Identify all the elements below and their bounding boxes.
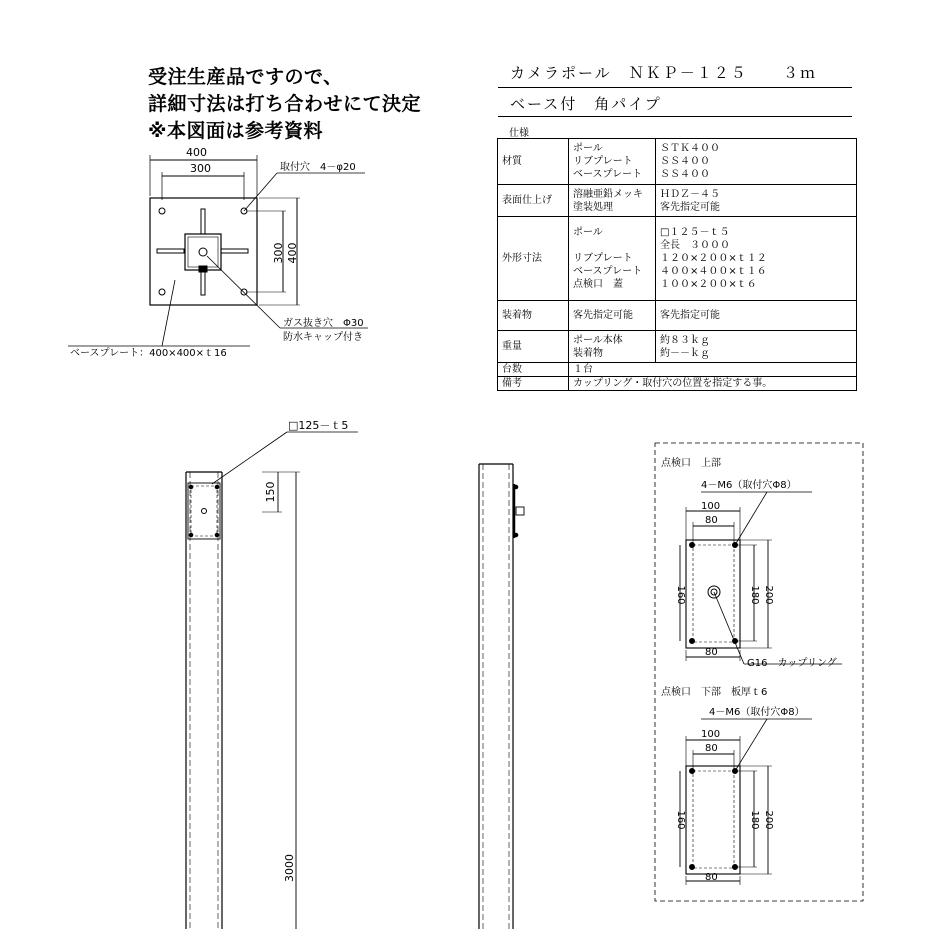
bottom-dim-80-bottom: 80 [705, 872, 718, 883]
plan-dim-400: 400 [186, 146, 207, 159]
cap-label: 防水キャップ付き [283, 332, 363, 343]
drawing-subtitle: ベース付 角パイプ [510, 95, 662, 113]
bottom-dim-160: 160 [675, 810, 686, 830]
bottom-dim-100: 100 [701, 729, 721, 740]
elev-dim-150: 150 [264, 481, 277, 503]
elev-dim-3000: 3000 [283, 854, 296, 882]
spec-values: 客先指定可能 [656, 301, 857, 331]
bottom-inspection-title: 点検口 下部 板厚ｔ6 [661, 687, 768, 698]
spec-values: 約８３ｋｇ 約－－ｋｇ [656, 331, 857, 363]
spec-label: 重量 [498, 331, 569, 363]
top-dim-80: 80 [705, 515, 718, 526]
spec-items: 溶融亜鉛メッキ 塗装処理 [569, 185, 656, 217]
spec-items: ポール リブプレート ベースプレート [569, 139, 656, 185]
bottom-holes-label: 4－M6（取付穴Φ8） [709, 707, 805, 718]
plan-dim-v300: 300 [272, 242, 285, 264]
inspection-bottom-detail [680, 719, 812, 885]
bottom-dim-80: 80 [705, 743, 718, 754]
spec-label: 材質 [498, 139, 569, 185]
gas-vent-label: ガス抜き穴 Φ30 [283, 318, 364, 329]
spec-label: 備考 [498, 377, 569, 391]
spec-label: 外形寸法 [498, 217, 569, 301]
spec-items: ポール本体 装着物 [569, 331, 656, 363]
spec-value: カップリング・取付穴の位置を指定する事。 [569, 377, 857, 391]
drawing-title: カメラポール ＮＫＰ－１２５ [510, 64, 748, 82]
note-line-1: 受注生産品ですので、 [148, 66, 343, 88]
spec-values: □１２５－ｔ５ 全長 ３０００ １２０×２００×ｔ１２ ４００×４００×ｔ１６ １００×２００×ｔ６ [656, 217, 857, 301]
drawing-length: ３ｍ [783, 64, 818, 82]
bottom-dim-180: 180 [749, 810, 760, 830]
plan-dim-v400: 400 [286, 242, 299, 264]
top-dim-160: 160 [675, 585, 686, 605]
pole-front-elevation [186, 432, 358, 929]
spec-label: 装着物 [498, 301, 569, 331]
mounting-hole-label: 取付穴 4－φ20 [280, 162, 356, 173]
coupling-label: G16 カップリング [747, 658, 837, 669]
spec-values: ＨＤＺ－４５ 客先指定可能 [656, 185, 857, 217]
spec-items: ポール リブプレート ベースプレート 点検口 蓋 [569, 217, 656, 301]
note-line-3: ※本図面は参考資料 [148, 120, 323, 142]
note-line-2: 詳細寸法は打ち合わせにて決定 [148, 93, 422, 115]
spec-heading: 仕様 [509, 128, 529, 139]
top-inspection-title: 点検口 上部 [661, 458, 721, 469]
spec-label: 台数 [498, 363, 569, 377]
pole-side-elevation [479, 464, 524, 929]
top-dim-80-bottom: 80 [705, 647, 718, 658]
pipe-size-label: □125－ｔ5 [288, 419, 349, 432]
top-dim-180: 180 [749, 585, 760, 605]
top-holes-label: 4－M6（取付穴Φ8） [701, 480, 797, 491]
top-dim-100: 100 [701, 501, 721, 512]
plan-dim-300: 300 [190, 162, 211, 175]
top-dim-200: 200 [763, 585, 774, 605]
spec-items: 客先指定可能 [569, 301, 656, 331]
spec-values: ＳＴＫ４００ ＳＳ４００ ＳＳ４００ [656, 139, 857, 185]
bottom-dim-200: 200 [763, 810, 774, 830]
spec-label: 表面仕上げ [498, 185, 569, 217]
spec-value: １台 [569, 363, 857, 377]
base-plate-label: ベースプレート：400×400×ｔ16 [70, 348, 227, 359]
